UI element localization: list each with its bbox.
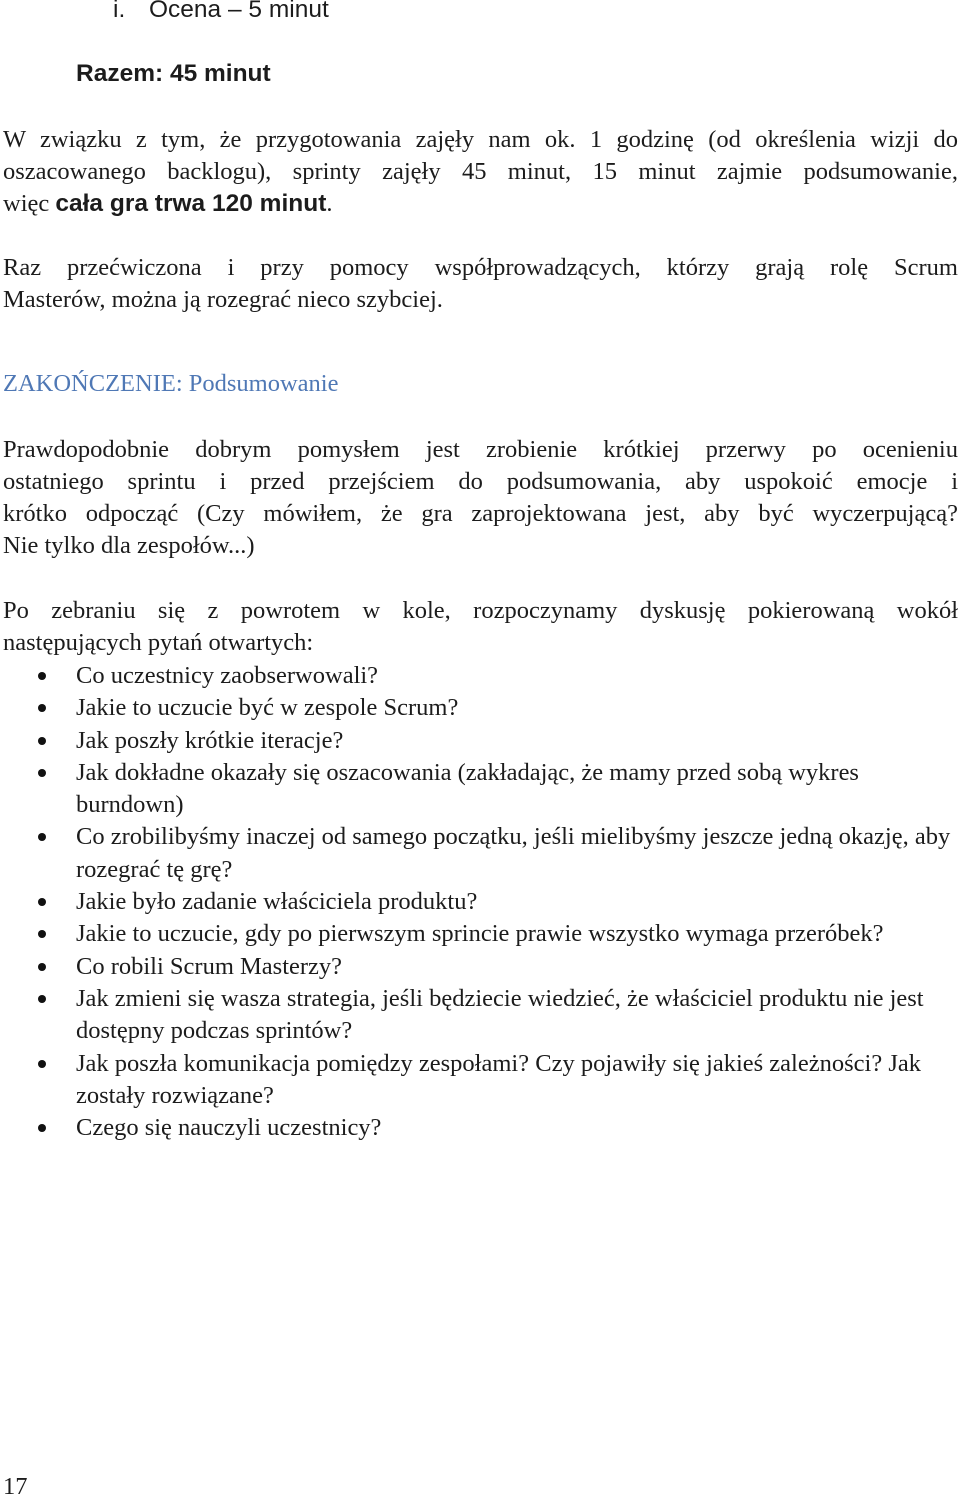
emphasis-total-duration: cała gra trwa 120 minut	[55, 190, 327, 217]
list-item	[0, 725, 960, 757]
agenda-item-text: Ocena – 5 minut	[149, 0, 329, 23]
agenda-item-marker: i.	[113, 0, 126, 23]
agenda-last-item	[113, 0, 329, 26]
paragraph-line: Prawdopodobnie dobrym pomysłem jest zrobienie krótkiej przerwy po ocenieniu	[3, 436, 958, 463]
bullet-icon	[38, 672, 46, 680]
question-text: Jakie było zadanie właściciela produktu?	[76, 888, 478, 916]
question-text: Co robili Scrum Masterzy?	[76, 952, 343, 980]
question-text: Czego się nauczyli uczestnicy?	[76, 1114, 382, 1142]
paragraph-line: Raz przećwiczona i przy pomocy współprowadzących, którzy grają rolę Scrum	[3, 254, 958, 281]
list-item	[0, 821, 960, 886]
paragraph-line: W związku z tym, że przygotowania zajęły nam ok. 1 godzinę (od określenia wizji do	[3, 126, 958, 153]
bullet-icon	[38, 769, 46, 777]
question-text: Co uczestnicy zaobserwowali?	[76, 662, 379, 689]
bullet-icon	[38, 963, 46, 971]
paragraph-line: Nie tylko dla zespołów...)	[3, 532, 255, 559]
bullet-icon	[38, 737, 46, 745]
list-item	[0, 886, 960, 918]
bullet-icon	[38, 833, 46, 841]
agenda-total: Razem: 45 minut	[76, 60, 271, 87]
list-item	[0, 1048, 960, 1113]
text-run: .	[326, 190, 333, 217]
paragraph-line: oszacowanego backlogu), sprinty zajęły 45 minut, 15 minut zajmie podsumowanie,	[3, 158, 958, 185]
question-text: Jak zmieni się wasza strategia, jeśli będziecie wiedzieć, że właściciel produktu nie jest dostępny podczas sprintów?	[76, 984, 924, 1045]
bullet-icon	[38, 995, 46, 1003]
bullet-icon	[38, 1060, 46, 1068]
text-run: więc	[3, 190, 56, 217]
paragraph-line: Masterów, można ją rozegrać nieco szybciej.	[3, 286, 443, 313]
section-heading: ZAKOŃCZENIE: Podsumowanie	[3, 370, 339, 397]
list-item	[0, 692, 960, 724]
bullet-icon	[38, 704, 46, 712]
paragraph-line: krótko odpocząć (Czy mówiłem, że gra zaprojektowana jest, aby być wyczerpującą?	[3, 500, 958, 527]
page-number: 17	[3, 1473, 28, 1500]
paragraph-line: Po zebraniu się z powrotem w kole, rozpoczynamy dyskusję pokierowaną wokół	[3, 597, 958, 624]
bullet-icon	[38, 930, 46, 938]
bullet-icon	[38, 1124, 46, 1132]
paragraph-line: następujących pytań otwartych:	[3, 629, 314, 656]
question-text: Co zrobilibyśmy inaczej od samego początku, jeśli mielibyśmy jeszcze jedną okazję, aby rozegrać tę grę?	[76, 823, 951, 883]
question-text: Jakie to uczucie być w zespole Scrum?	[76, 694, 459, 722]
paragraph-line	[3, 188, 332, 220]
list-item	[0, 983, 960, 1048]
paragraph-line: ostatniego sprintu i przed przejściem do podsumowania, aby uspokoić emocje i	[3, 468, 958, 495]
bullet-icon	[38, 898, 46, 906]
question-text: Jakie to uczucie, gdy po pierwszym sprincie prawie wszystko wymaga przeróbek?	[76, 920, 884, 948]
list-item	[0, 757, 960, 822]
list-item	[0, 951, 960, 983]
question-text: Jak dokładne okazały się oszacowania (zakładając, że mamy przed sobą wykres burndown)	[76, 758, 859, 819]
question-text: Jak poszła komunikacja pomiędzy zespołami? Czy pojawiły się jakieś zależności? Jak zostały rozwiązane?	[76, 1049, 921, 1109]
question-text: Jak poszły krótkie iteracje?	[76, 726, 344, 754]
list-item	[0, 918, 960, 950]
list-item	[0, 660, 960, 692]
list-item	[0, 1112, 960, 1144]
question-list	[0, 660, 960, 1144]
